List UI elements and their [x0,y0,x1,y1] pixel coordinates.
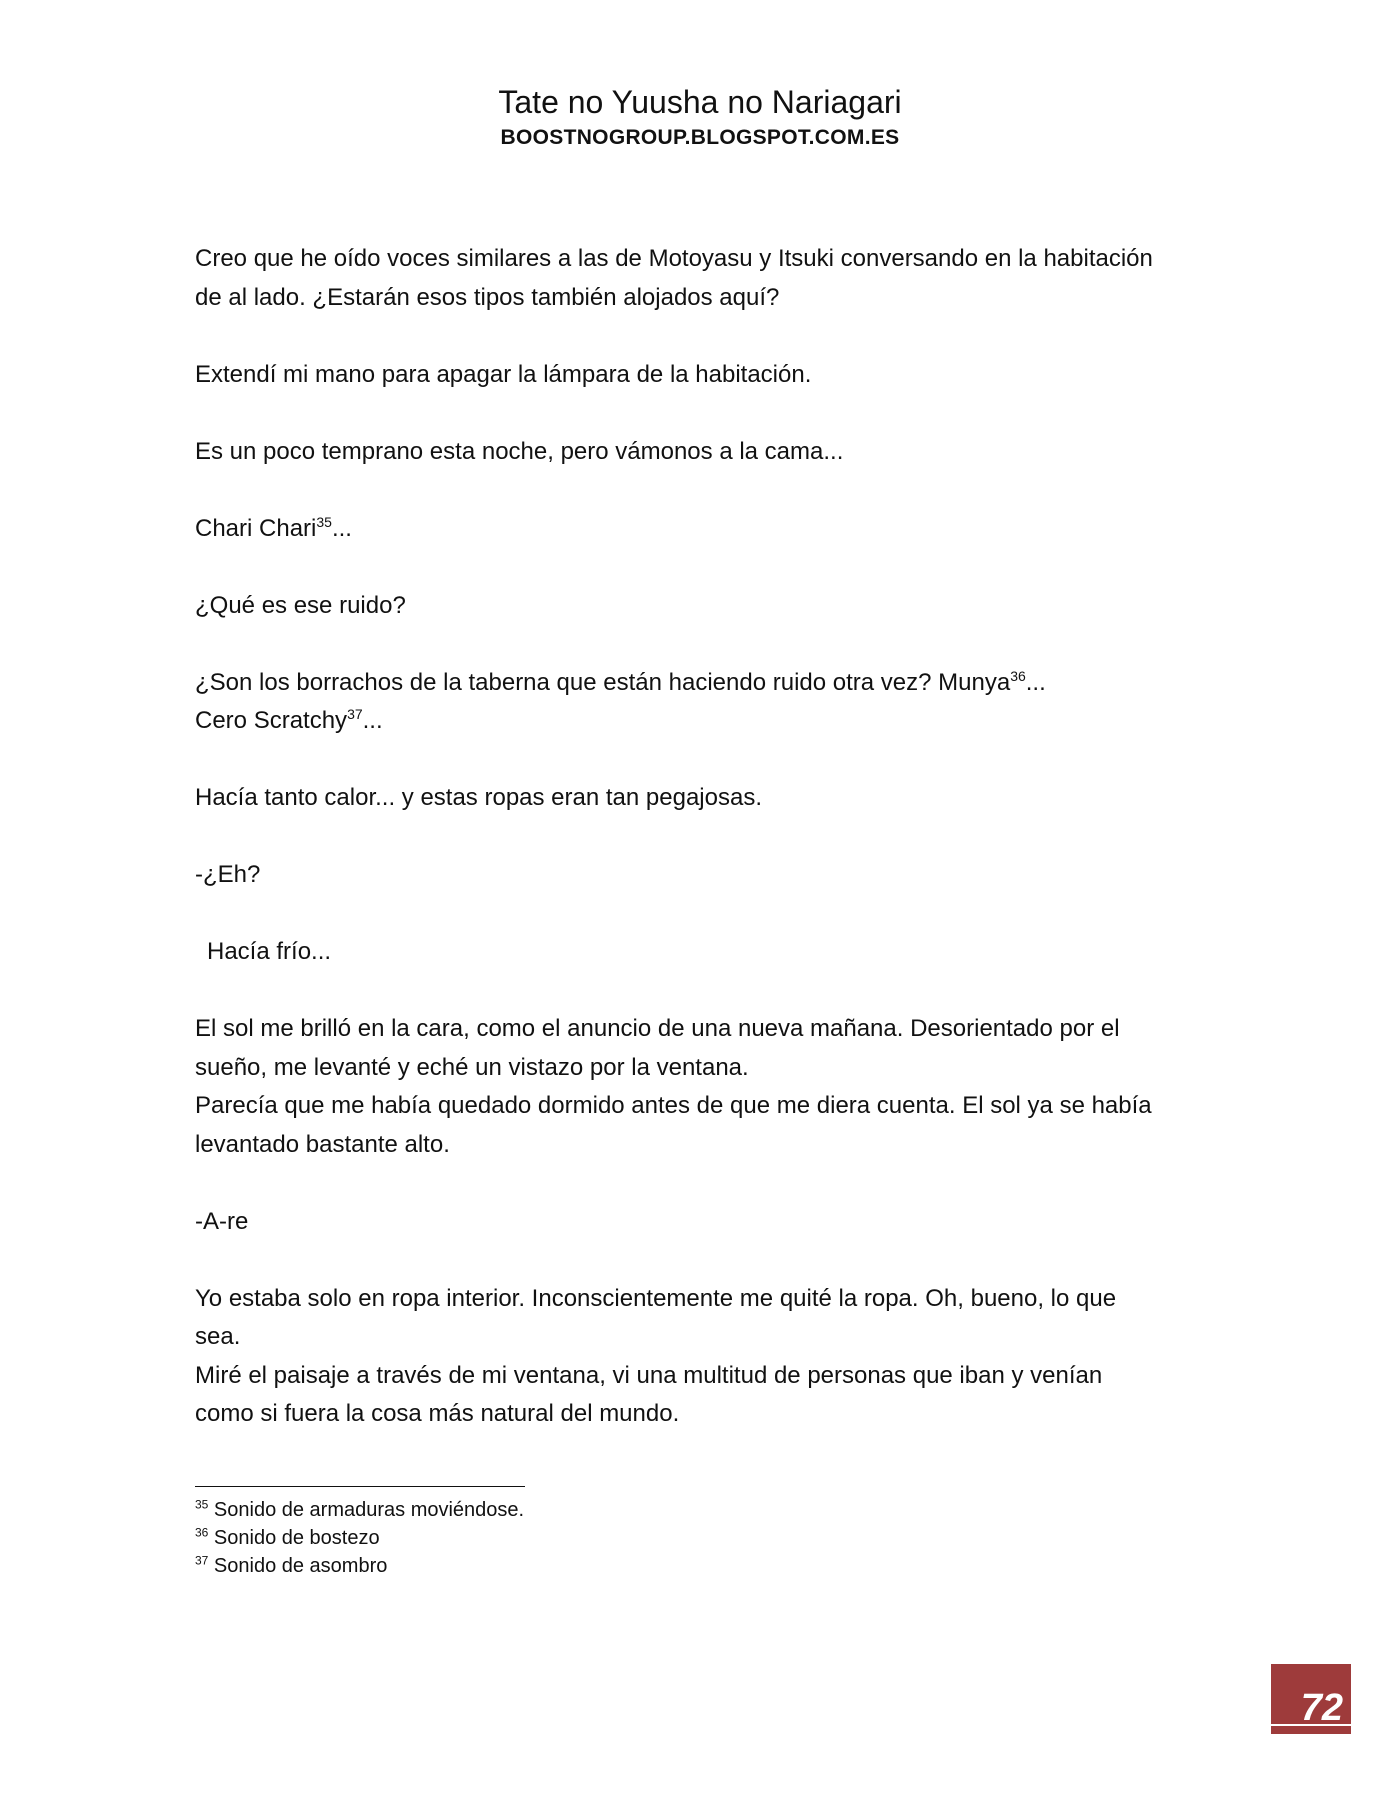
text-line: Miré el paisaje a través de mi ventana, vi una multitud de personas que iban y venían [195,1361,1103,1389]
footnote-ref[interactable]: 35 [316,513,332,530]
paragraph: Es un poco temprano esta noche, pero vámonos a la cama... [195,437,844,465]
paragraph [195,664,1215,741]
paragraph [195,240,1215,317]
badge-underline [1271,1724,1351,1726]
paragraph: ¿Qué es ese ruido? [195,591,406,619]
text-line: sueño, me levanté y eché un vistazo por la ventana. [195,1053,749,1081]
paragraph: -A-re [195,1207,249,1235]
text-line: El sol me brilló en la cara, como el anuncio de una nueva mañana. Desorientado por el [195,1015,1120,1042]
paragraph: Extendí mi mano para apagar la lámpara de la habitación. [195,360,812,388]
text-line: Creo que he oído voces similares a las de Motoyasu y Itsuki conversando en la habitación [195,245,1153,272]
paragraph: Hacía tanto calor... y estas ropas eran tan pegajosas. [195,784,762,811]
footnote [195,1552,524,1580]
text-run: ... [1025,668,1046,696]
footnote-text: Sonido de asombro [213,1555,388,1577]
footnote-number: 37 [195,1553,209,1568]
text-line: Yo estaba solo en ropa interior. Inconscientemente me quité la ropa. Oh, bueno, lo que [195,1284,1117,1312]
text-run: ¿Son los borrachos de la taberna que están haciendo ruido otra vez? Munya [195,668,1011,696]
text-line: como si fuera la cosa más natural del mundo. [195,1400,680,1427]
footnote [195,1524,524,1552]
paragraph [195,1010,1215,1164]
footnote-text: Sonido de armaduras moviéndose. [213,1499,525,1521]
text-run: ... [362,707,383,734]
page-number-badge [1271,1664,1351,1734]
footnote-text: Sonido de bostezo [213,1527,380,1549]
text-line: levantado bastante alto. [195,1130,450,1158]
text-line: Parecía que me había quedado dormido antes de que me diera cuenta. El sol ya se había [195,1092,1152,1119]
paragraph [195,1280,1215,1434]
text-line: sea. [195,1323,241,1350]
footnote-ref[interactable]: 37 [347,706,363,722]
page-number: 72 [1300,1687,1343,1729]
paragraph [195,510,1215,549]
site-url: BOOSTNOGROUP.BLOGSPOT.COM.ES [500,126,900,149]
footnote-divider [195,1486,525,1487]
footnote-number: 36 [195,1525,209,1540]
footnote [195,1496,524,1524]
text-line: de al lado. ¿Estarán esos tipos también alojados aquí? [195,283,780,311]
footnote-ref[interactable]: 36 [1010,667,1026,684]
text-run: ... [331,514,352,542]
text-run: Cero Scratchy [195,707,348,734]
page-header [0,82,1400,154]
text-run: Chari Chari [195,514,317,542]
footnote-number: 35 [195,1497,209,1512]
paragraph: Hacía frío... [207,938,332,965]
body-text [195,240,1215,1434]
book-title: Tate no Yuusha no Nariagari [498,84,902,120]
paragraph: -¿Eh? [195,861,261,888]
footnotes [195,1496,524,1580]
